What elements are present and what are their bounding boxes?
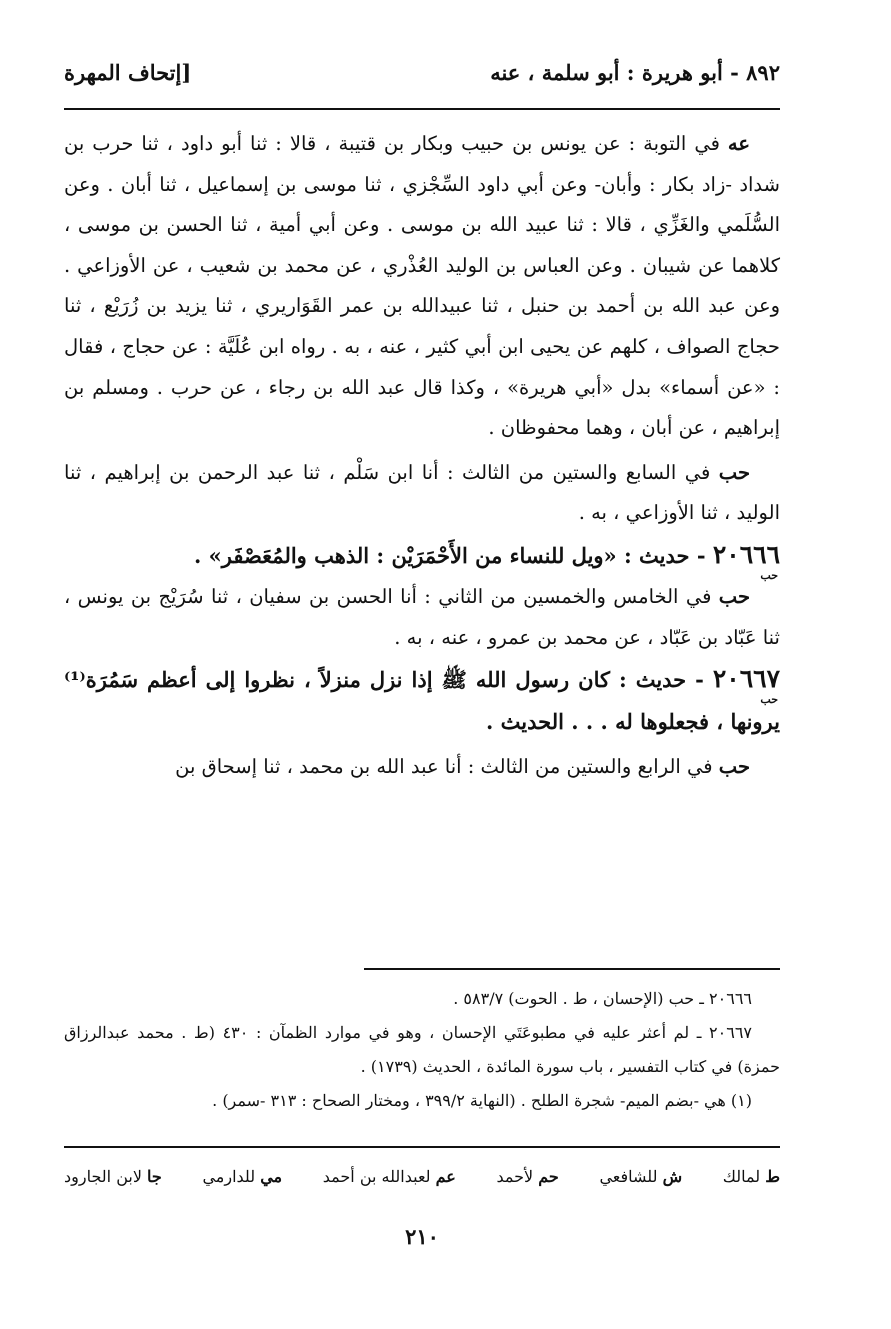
- book-title: [إتحاف المهرة: [64, 60, 192, 85]
- hadith-source-tag: حب: [760, 693, 778, 707]
- footnotes: [64, 982, 780, 1118]
- paragraph-text: في التوبة : عن يونس بن حبيب وبكار بن قتيبة ، قالا : ثنا أبو داود ، ثنا حرب بن شداد -زاد بكار : وأبان- وعن أبي داود السِّجْزي ، ثنا موسى بن إسماعيل ، ثنا أبان . وعن السُّلَمي والغَزِّي ، قالا : ثنا عبيد الله بن موسى . وعن أبي أمية ، ثنا الحسن بن موسى ، كلاهما عن شيبان . وعن العباس بن الوليد العُذْري ، عن محمد بن شعيب ، عن الأوزاعي . وعن عبد الله بن أحمد بن حنبل ، ثنا عبيدالله بن عمر القَوَاريري ، ثنا يزيد بن زُرَيْع ، ثنا حجاج الصواف ، كلهم عن يحيى ابن أبي كثير ، عنه ، به . رواه ابن عُلَيَّة : عن حجاج ، فقال : «عن أسماء» بدل «أبي هريرة» ، وكذا قال عبد الله بن رجاء ، عن حرب . ومسلم بن إبراهيم ، عن أبان ، وهما محفوظان .: [64, 132, 780, 440]
- hadith-heading-1: [64, 534, 780, 582]
- paragraph-source-2: [64, 453, 780, 534]
- abbreviation-item: ط لمالك: [722, 1167, 780, 1186]
- page-number: ٢١٠: [405, 1224, 439, 1249]
- paragraph-text: في الرابع والستين من الثالث : أنا عبد الله بن محمد ، ثنا إسحاق بن: [175, 755, 713, 779]
- hadith-number: ٢٠٦٦٦: [712, 539, 780, 569]
- abbreviation-divider: [64, 1146, 780, 1148]
- abbreviation-item: مي للدارمي: [202, 1167, 283, 1186]
- hadith-text: - حديث : «ويل للنساء من الأَحْمَرَيْن : الذهب والمُعَصْفَر» .: [194, 542, 706, 568]
- main-text: [64, 124, 780, 788]
- abbreviation-item: جا لابن الجارود: [64, 1167, 162, 1186]
- paragraph-text: في الخامس والخمسين من الثاني : أنا الحسن بن سفيان ، ثنا سُرَيْج بن يونس ، ثنا عَبّاد بن عَبّاد ، عن محمد بن عمرو ، عنه ، به .: [64, 584, 780, 649]
- source-code: حب: [718, 755, 750, 779]
- paragraph-source-3: [64, 577, 780, 658]
- footnote-divider: [364, 968, 780, 970]
- abbreviation-item: حم لأحمد: [496, 1167, 559, 1186]
- source-code: حب: [718, 584, 750, 608]
- hadith-text: - حديث : كان رسول الله ﷺ إذا نزل منزلاً ، نظروا إلى أعظم سَمُرَة⁽¹⁾ يرونها ، فجعلوها له . . . الحديث .: [64, 667, 780, 735]
- hadith-heading-2: [64, 658, 780, 743]
- paragraph-source-1: [64, 124, 780, 449]
- paragraph-text: في السابع والستين من الثالث : أنا ابن سَلْم ، ثنا عبد الرحمن بن إبراهيم ، ثنا الوليد ، ثنا الأوزاعي ، به .: [64, 460, 780, 525]
- hadith-number: ٢٠٦٦٧: [712, 664, 781, 694]
- source-code: عه: [727, 132, 751, 155]
- footnote-1: ٢٠٦٦٦ ـ حب (الإحسان ، ط . الحوت) ٥٨٣/٧ .: [453, 989, 752, 1008]
- page-header: [64, 58, 780, 98]
- paragraph-source-4: [64, 747, 780, 788]
- abbreviation-item: عم لعبدالله بن أحمد: [322, 1167, 456, 1186]
- footnote-2: ٢٠٦٦٧ ـ لم أعثر عليه في مطبوعَتَي الإحسان ، وهو في موارد الظمآن : ٤٣٠ (ط . محمد عبدالرزاق حمزة) في كتاب التفسير ، باب سورة المائدة ، الحديث (١٧٣٩) .: [64, 1023, 780, 1076]
- running-title: ٨٩٢ - أبو هريرة : أبو سلمة ، عنه: [490, 60, 780, 85]
- source-code: حب: [718, 460, 750, 484]
- header-divider: [64, 108, 780, 110]
- abbreviation-key: [64, 1164, 780, 1190]
- hadith-source-tag: حب: [760, 568, 778, 582]
- footnote-3: (١) هي -بضم الميم- شجرة الطلح . (النهاية ٣٩٩/٢ ، ومختار الصحاح : ٣١٣ -سمر) .: [212, 1091, 752, 1110]
- book-page: [64, 0, 780, 1329]
- abbreviation-item: ش للشافعي: [599, 1167, 683, 1186]
